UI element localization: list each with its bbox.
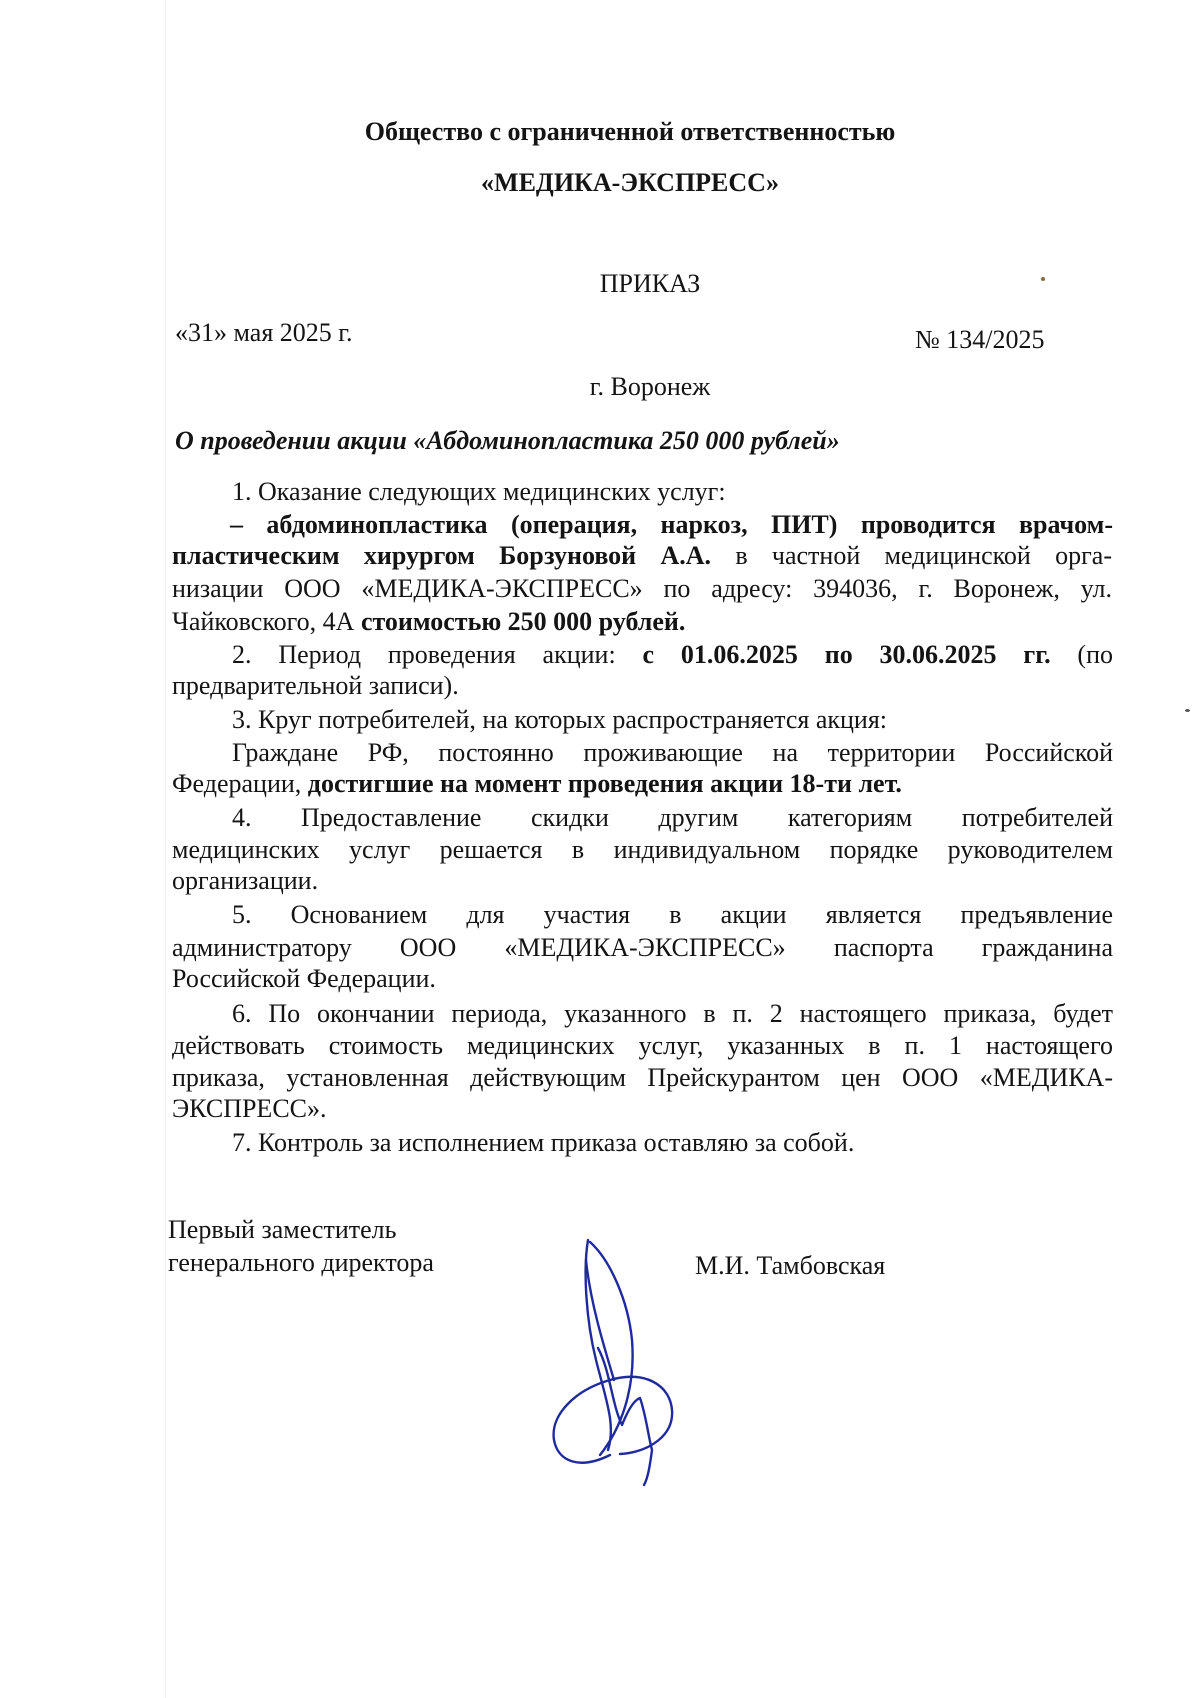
- item-1-line: [172, 607, 1112, 637]
- item-3-line: [172, 769, 1112, 799]
- signature-stroke: [554, 1377, 673, 1463]
- doc-title: ПРИКАЗ: [599, 269, 701, 298]
- item-2-line: [232, 640, 1113, 670]
- item-5-line: 5. Основанием для участия в акции является предъявление: [232, 900, 1113, 929]
- item-7-line: 7. Контроль за исполнением приказа оставляю за собой.: [232, 1128, 855, 1157]
- item-6-line: приказа, установленная действующим Прейскурантом цен ООО «МЕДИКА-: [172, 1063, 1113, 1092]
- signature-stroke: [598, 1348, 652, 1485]
- doc-subject: О проведении акции «Абдоминопластика 250 000 рублей»: [175, 426, 840, 455]
- item-2-bold-text: с 01.06.2025 по 30.06.2025 гг.: [642, 640, 1051, 669]
- org-name-heading: «МЕДИКА-ЭКСПРЕСС»: [481, 168, 779, 197]
- item-3-bold-text: достигшие на момент проведения акции 18-ти лет.: [307, 769, 902, 798]
- item-3-line: 3. Круг потребителей, на которых распространяется акция:: [232, 705, 888, 734]
- item-1-line: низации ООО «МЕДИКА-ЭКСПРЕСС» по адресу: 394036, г. Воронеж, ул.: [172, 574, 1112, 603]
- item-4-line: 4. Предоставление скидки другим категориям потребителей: [232, 803, 1113, 832]
- signer-name: М.И. Тамбовская: [695, 1251, 886, 1280]
- scan-speck: [1185, 709, 1190, 712]
- signature-stroke: [586, 1240, 611, 1450]
- item-2-line: предварительной записи).: [172, 671, 459, 700]
- item-1-line: [172, 541, 1112, 571]
- item-3-text: Федерации,: [172, 769, 308, 798]
- item-2-text: 2. Период проведения акции:: [232, 640, 643, 669]
- item-3-line: Граждане РФ, постоянно проживающие на территории Российской: [232, 738, 1113, 767]
- item-1-text: Чайковского, 4А: [172, 607, 361, 636]
- item-6-line: действовать стоимость медицинских услуг, указанных в п. 1 настоящего: [172, 1031, 1113, 1060]
- org-type-heading: Общество с ограниченной ответственностью: [364, 117, 896, 146]
- item-1-heading: 1. Оказание следующих медицинских услуг:: [232, 477, 726, 506]
- signature-strokes: [554, 1240, 673, 1485]
- item-1-bold-text: пластическим хирургом Борзуновой А.А.: [172, 541, 712, 570]
- item-6-line: 6. По окончании периода, указанного в п. 2 настоящего приказа, будет: [232, 999, 1113, 1028]
- scan-edge-line: [165, 0, 166, 1698]
- doc-date: «31» мая 2025 г.: [175, 318, 353, 347]
- item-1-text: в частной медицинской орга-: [711, 541, 1112, 570]
- signature-stroke: [586, 1260, 614, 1380]
- item-5-line: администратору ООО «МЕДИКА-ЭКСПРЕСС» паспорта гражданина: [172, 933, 1113, 962]
- item-1-bold-text: стоимостью 250 000 рублей.: [360, 607, 686, 636]
- item-4-line: медицинских услуг решается в индивидуальном порядке руководителем: [172, 835, 1113, 864]
- item-6-line: ЭКСПРЕСС».: [172, 1094, 327, 1123]
- item-4-line: организации.: [172, 866, 319, 895]
- handwritten-signature: [550, 1230, 685, 1490]
- doc-number: № 134/2025: [915, 325, 1045, 354]
- signer-position: генерального директора: [168, 1248, 434, 1277]
- doc-city: г. Воронеж: [589, 372, 711, 401]
- item-5-line: Российской Федерации.: [172, 964, 436, 993]
- item-1-line: – абдоминопластика (операция, наркоз, ПИТ) проводится врачом-: [230, 510, 1113, 539]
- signer-position: Первый заместитель: [168, 1215, 397, 1244]
- item-2-text: (по: [1050, 640, 1114, 669]
